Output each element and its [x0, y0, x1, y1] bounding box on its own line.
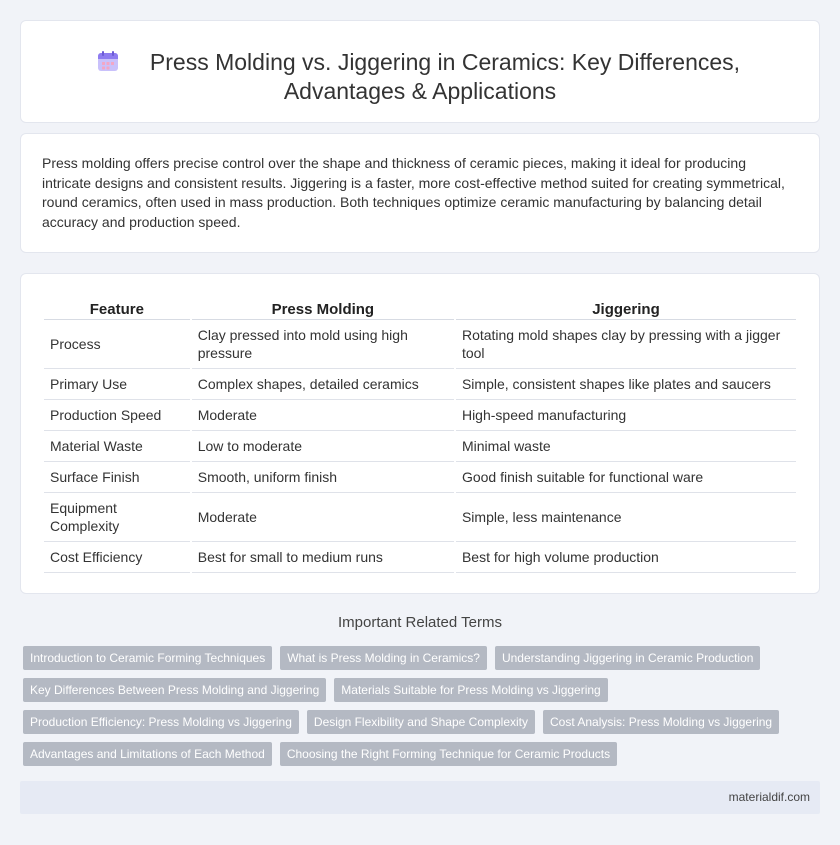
related-term-tag[interactable]: What is Press Molding in Ceramics?: [280, 646, 487, 670]
feature-cell: Cost Efficiency: [44, 542, 190, 573]
related-term-tag[interactable]: Materials Suitable for Press Molding vs Jiggering: [334, 678, 607, 702]
jiggering-cell: Rotating mold shapes clay by pressing with a jigger tool: [456, 320, 796, 369]
related-terms-title: Important Related Terms: [338, 614, 502, 631]
header-press-molding: Press Molding: [192, 294, 454, 320]
press-molding-cell: Smooth, uniform finish: [192, 462, 454, 493]
jiggering-cell: Simple, consistent shapes like plates and saucers: [456, 369, 796, 400]
related-term-tag[interactable]: Understanding Jiggering in Ceramic Production: [495, 646, 760, 670]
header-jiggering: Jiggering: [456, 294, 796, 320]
table-row: [44, 400, 796, 431]
footer-site-link[interactable]: materialdif.com: [728, 790, 810, 804]
table-row: [44, 493, 796, 542]
feature-cell: Surface Finish: [44, 462, 190, 493]
table-row: [44, 542, 796, 573]
jiggering-cell: Simple, less maintenance: [456, 493, 796, 542]
table-row: [44, 431, 796, 462]
related-term-tag[interactable]: Design Flexibility and Shape Complexity: [307, 710, 535, 734]
tag-row: [23, 742, 813, 766]
press-molding-cell: Clay pressed into mold using high pressure: [192, 320, 454, 369]
feature-cell: Primary Use: [44, 369, 190, 400]
related-term-tag[interactable]: Production Efficiency: Press Molding vs Jiggering: [23, 710, 299, 734]
jiggering-cell: Best for high volume production: [456, 542, 796, 573]
tag-row: [23, 646, 813, 670]
table-row: [44, 369, 796, 400]
table-row: [44, 462, 796, 493]
press-molding-cell: Moderate: [192, 400, 454, 431]
related-term-tag[interactable]: Introduction to Ceramic Forming Techniques: [23, 646, 272, 670]
press-molding-cell: Best for small to medium runs: [192, 542, 454, 573]
related-term-tag[interactable]: Key Differences Between Press Molding and Jiggering: [23, 678, 326, 702]
comparison-table: [42, 294, 798, 573]
page-title: [21, 48, 819, 106]
intro-card: [20, 133, 820, 253]
comparison-table-card: [20, 273, 820, 594]
related-term-tag[interactable]: Advantages and Limitations of Each Method: [23, 742, 272, 766]
title-line-1: Press Molding vs. Jiggering in Ceramics: Key Differences,: [149, 49, 741, 75]
table-header-row: [44, 294, 796, 320]
jiggering-cell: High-speed manufacturing: [456, 400, 796, 431]
header-feature: Feature: [44, 294, 190, 320]
press-molding-cell: Moderate: [192, 493, 454, 542]
feature-cell: Equipment Complexity: [44, 493, 190, 542]
jiggering-cell: Good finish suitable for functional ware: [456, 462, 796, 493]
related-terms-list: [23, 646, 813, 774]
press-molding-cell: Low to moderate: [192, 431, 454, 462]
feature-cell: Material Waste: [44, 431, 190, 462]
tag-row: [23, 678, 813, 702]
table-row: [44, 320, 796, 369]
press-molding-cell: Complex shapes, detailed ceramics: [192, 369, 454, 400]
intro-text: Press molding offers precise control over the shape and thickness of ceramic pieces, making it ideal for producing intricate designs and consistent results. Jiggering is a faster, more cost-effective method suited for creating symmetrical, round ceramics, often used in mass production. Both techniques optimize ceramic manufacturing by balancing detail accuracy and production speed.: [42, 155, 785, 230]
header-card: [20, 20, 820, 123]
related-term-tag[interactable]: Choosing the Right Forming Technique for Ceramic Products: [280, 742, 617, 766]
footer-bar: [20, 781, 820, 814]
related-term-tag[interactable]: Cost Analysis: Press Molding vs Jiggering: [543, 710, 779, 734]
tag-row: [23, 710, 813, 734]
title-line-2: Advantages & Applications: [283, 78, 557, 104]
feature-cell: Process: [44, 320, 190, 369]
jiggering-cell: Minimal waste: [456, 431, 796, 462]
feature-cell: Production Speed: [44, 400, 190, 431]
